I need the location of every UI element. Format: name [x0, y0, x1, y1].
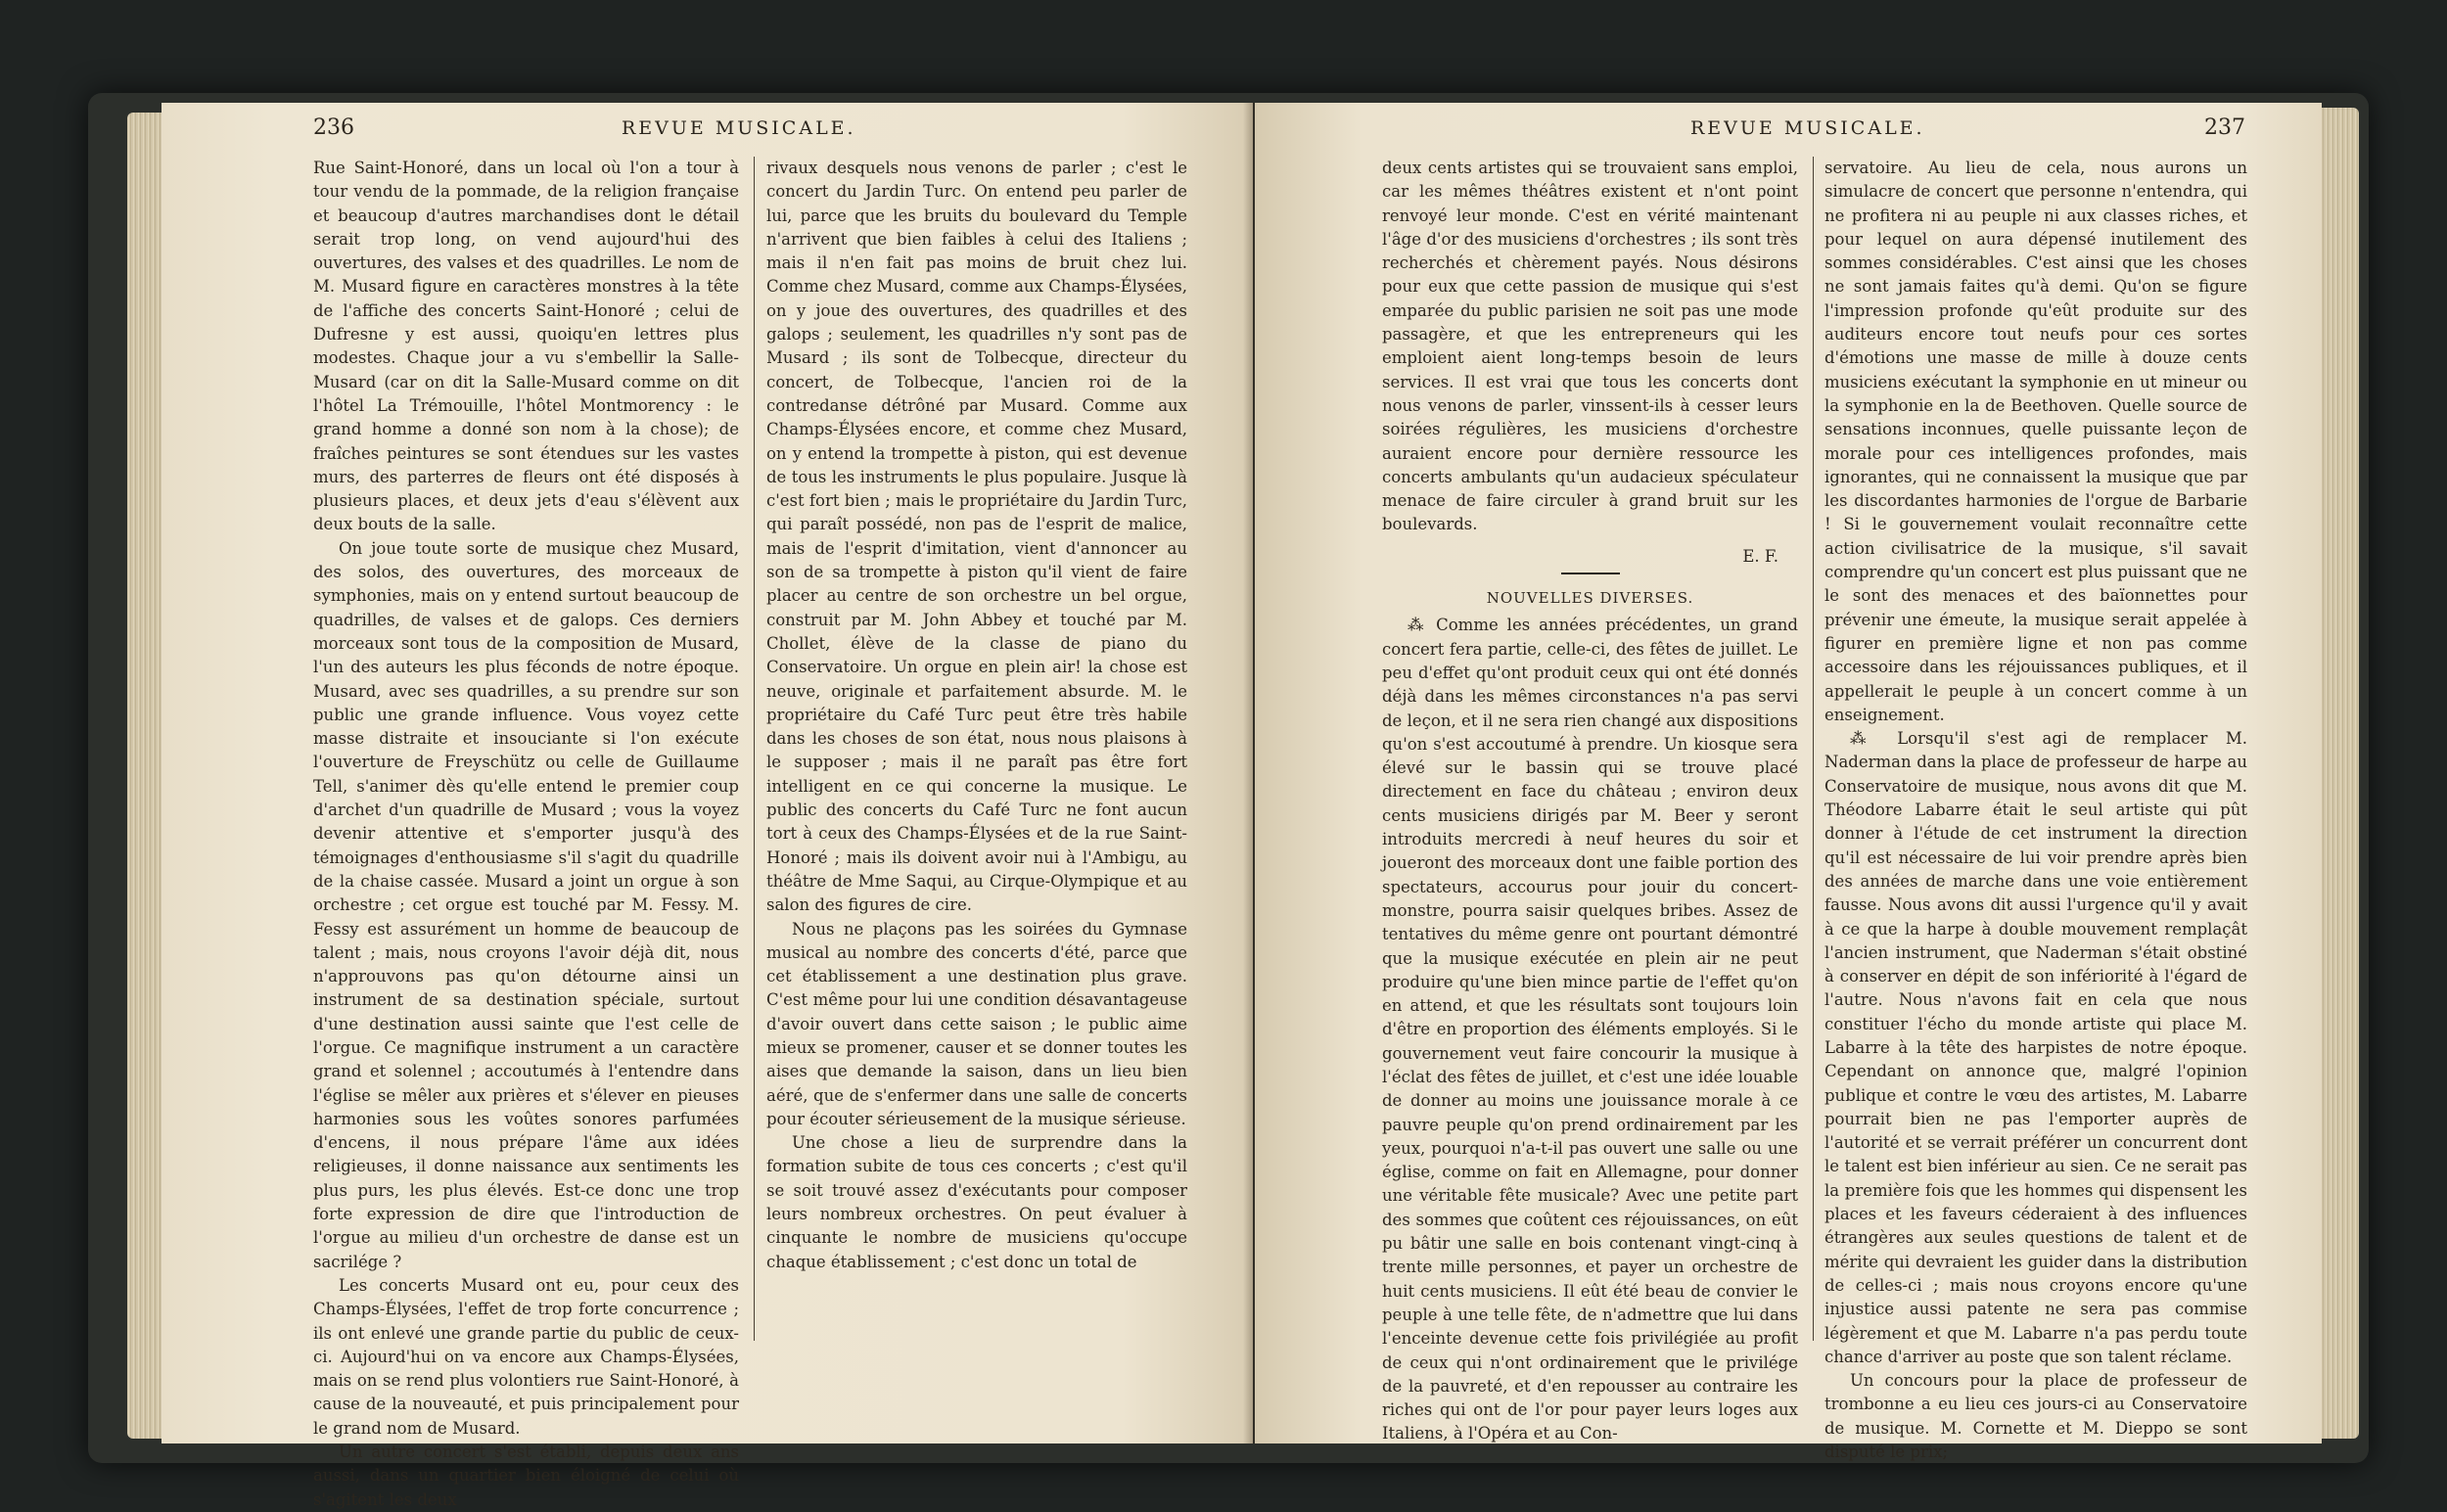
page-edges-left [127, 113, 166, 1439]
right-column-1 [1382, 157, 1798, 1446]
paragraph: servatoire. Au lieu de cela, nous aurons un simulacre de concert que personne n'entendra, qui ne profitera ni au peuple ni aux classes riches, et pour lequel on aura dépensé inutilement des sommes considérables. C'est ainsi que les choses ne sont jamais faites qu'à demi. Qu'on se figure l'impression profonde qu'eût produite sur des auditeurs encore tout neufs pour ces sortes d'émotions une masse de mille à douze cents musiciens exécutant la symphonie en ut mineur ou la symphonie en la de Beethoven. Quelle source de sensations inconnues, quelle puissante leçon de morale pour ces intelligences profondes, mais ignorantes, qui ne connaissent la musique que par les discordantes harmonies de l'orgue de Barbarie ! Si le gouvernement voulait reconnaître cette action civilisatrice de la musique, s'il savait comprendre qu'un concert est plus puissant que ne le sont des menaces et des baïonnettes pour prévenir une émeute, la musique serait appelée à figurer en première ligne et non pas comme accessoire dans les réjouissances publiques, et il appellerait le peuple à un concert comme à un enseignement. [1824, 159, 2247, 724]
left-page-number: 236 [313, 115, 354, 140]
left-column-1 [313, 157, 739, 1512]
section-title: NOUVELLES DIVERSES. [1486, 589, 1694, 608]
paragraph: Nous ne plaçons pas les soirées du Gymnase musical au nombre des concerts d'été, parce que cet établissement a une destination plus grave. C'est même pour lui une condition désavantageuse d'avoir ouvert dans cette saison ; le public aime mieux se promener, causer et se donner toutes les aises que demande la saison, dans un lieu bien aéré, que de s'enfermer dans une salle de concerts pour écouter sérieusement de la musique sérieuse. [766, 919, 1187, 1128]
paragraph: Un autre concert s'est établi, depuis deux ans aussi, dans un quartier bien éloigné de celui où s'agitent les deux [313, 1443, 739, 1509]
paragraph: Une chose a lieu de surprendre dans la formation subite de tous ces concerts ; c'est qu'il se soit trouvé assez d'exécutants pour composer leurs nombreux orchestres. On peut évaluer à cinquante le nombre de musiciens qu'occupe chaque établissement ; c'est donc un total de [766, 1133, 1187, 1271]
page-edges-right [2320, 108, 2359, 1439]
left-column-2 [766, 157, 1187, 1274]
right-running-head: REVUE MUSICALE. [1690, 117, 1925, 139]
paragraph: ⁂ Comme les années précédentes, un grand concert fera partie, celle-ci, des fêtes de juillet. Le peu d'effet qu'ont produit ceux qui ont été donnés déjà dans les mêmes circonstances n'a pas servi de leçon, et il ne sera rien changé aux dispositions qu'on s'est accoutumé à prendre. Un kiosque sera élevé sur le bassin qui se trouve placé directement en face du château ; environ deux cents musiciens dirigés par M. Beer y seront introduits mercredi à neuf heures du soir et joueront des morceaux dont une faible portion des spectateurs, accourus pour jouir du concert-monstre, pourra saisir quelques bribes. Assez de tentatives du même genre ont pourtant démontré que la musique exécutée en plein air ne peut produire qu'une bien mince partie de l'effet qu'on en attend, et que les résultats sont toujours loin d'être en proportion des éléments employés. Si le gouvernement veut faire concourir la musique à l'éclat des fêtes de juillet, et c'est une idée louable de donner au moins une jouissance morale à ce pauvre peuple qu'on prend ordinairement par les yeux, pourquoi n'a-t-il pas ouvert une salle ou une église, comme on fait en Allemagne, pour donner une véritable fête musicale? Avec une petite part des sommes que coûtent ces réjouissances, on eût pu bâtir une salle en bois contenant vingt-cinq à trente mille personnes, et payer un orchestre de huit cents musiciens. Il eût été beau de convier le peuple à une telle fête, de n'admettre que lui dans l'enceinte devenue cette fois privilégiée au profit de ceux qui n'ont ordinairement que le privilége de la pauvreté, et d'en repousser au contraire les riches qui ont de l'or pour payer leurs loges aux Italiens, à l'Opéra et au Con- [1382, 616, 1798, 1443]
paragraph: Les concerts Musard ont eu, pour ceux des Champs-Élysées, l'effet de trop forte concurrence ; ils ont enlevé une grande partie du public de ceux-ci. Aujourd'hui on va encore aux Champs-Élysées, mais on se rend plus volontiers rue Saint-Honoré, à cause de la nouveauté, et puis principalement pour le grand nom de Musard. [313, 1275, 739, 1438]
paragraph: rivaux desquels nous venons de parler ; c'est le concert du Jardin Turc. On entend peu parler de lui, parce que les bruits du boulevard du Temple n'arrivent que bien faibles à celui des Italiens ; mais il n'en fait pas moins de bruit chez lui. Comme chez Musard, comme aux Champs-Élysées, on y joue des ouvertures, des quadrilles et des galops ; seulement, les quadrilles n'y sont pas de Musard ; ils sont de Tolbecque, directeur du concert, de Tolbecque, l'ancien roi de la contredanse détrôné par Musard. Comme aux Champs-Élysées encore, et comme chez Musard, on y entend la trompette à piston, qui est devenue de tous les instruments le plus populaire. Jusque là c'est fort bien ; mais le propriétaire du Jardin Turc, qui paraît possédé, non pas de l'esprit de malice, mais de l'esprit d'imitation, vient d'annoncer au son de sa trompette à piston qu'il vient de faire placer au centre de son orchestre un bel orgue, construit par M. John Abbey et touché par M. Chollet, élève de la classe de piano du Conservatoire. Un orgue en plein air! la chose est neuve, originale et parfaitement absurde. M. le propriétaire du Café Turc peut être très habile dans les choses de son état, nous nous plaisons à le supposer ; mais il ne paraît pas être fort intelligent en ce qui concerne la musique. Le public des concerts du Café Turc ne font aucun tort à ceux des Champs-Élysées et de la rue Saint-Honoré ; mais ils doivent avoir nui à l'Ambigu, au théâtre de Mme Saqui, au Cirque-Olympique et au salon des figures de cire. [766, 159, 1187, 915]
signature: E. F. [1742, 546, 1778, 566]
left-page [162, 103, 1253, 1509]
right-column-2 [1824, 157, 2247, 1464]
paragraph: ⁂ Lorsqu'il s'est agi de remplacer M. Naderman dans la place de professeur de harpe au Conservatoire de musique, nous avons dit que M. Théodore Labarre était le seul artiste qui pût donner à l'étude de cet instrument la direction qu'il est nécessaire de lui voir prendre après bien des années de marche dans une voie entièrement fausse. Nous avons dit aussi l'urgence qu'il y avait à ce que la harpe à double mouvement remplaçât l'ancien instrument, que Naderman s'était obstiné à conserver en dépit de son infériorité à l'égard de l'autre. Nous n'avons fait en cela que nous constituer l'écho du monde artiste qui place M. Labarre à la tête des harpistes de notre époque. Cependant on annonce que, malgré l'opinion publique et contre le vœu des artistes, M. Labarre pourrait bien ne pas l'emporter auprès de l'autorité et se verrait préférer un concurrent dont le talent est bien inférieur au sien. Ce ne serait pas la première fois que les hommes qui dispensent les places et les faveurs céderaient à des influences étrangères aux seules questions de talent et de mérite qui devraient les guider dans la distribution de celles-ci ; mais nous croyons encore qu'une injustice aussi patente ne sera pas commise légèrement et que M. Labarre n'a pas perdu toute chance d'arriver au poste que son talent réclame. [1824, 729, 2247, 1366]
paragraph: deux cents artistes qui se trouvaient sans emploi, car les mêmes théâtres existent et n'ont point renvoyé leur monde. C'est en vérité maintenant l'âge d'or des musiciens d'orchestres ; ils sont très recherchés et chèrement payés. Nous désirons pour eux que cette passion de musique qui s'est emparée du public parisien ne soit pas une mode passagère, et que les entrepreneurs qui les emploient aient long-temps besoin de leurs services. Il est vrai que tous les concerts dont nous venons de parler, vinssent-ils à cesser leurs soirées régulières, les musiciens d'orchestre auraient encore pour dernière ressource les concerts ambulants qu'un audacieux spéculateur menace de faire circuler à grand bruit sur les boulevards. [1382, 159, 1798, 534]
section-divider [1561, 573, 1620, 574]
paragraph: On joue toute sorte de musique chez Musard, des solos, des ouvertures, des morceaux de symphonies, mais on y entend surtout beaucoup de quadrilles, de valses et de galops. Ces derniers morceaux sont tous de la composition de Musard, l'un des auteurs les plus féconds de notre époque. Musard, avec ses quadrilles, a su prendre sur son public une grande influence. Vous voyez cette masse distraite et insouciante si l'on exécute l'ouverture de Freyschütz ou celle de Guillaume Tell, s'animer dès qu'elle entend le premier coup d'archet d'un quadrille de Musard ; vous la voyez devenir attentive et s'emporter jusqu'à des témoignages d'enthousiasme s'il s'agit du quadrille de la chaise cassée. Musard a joint un orgue à son orchestre ; cet orgue est touché par M. Fessy. M. Fessy est assurément un homme de beaucoup de talent ; mais, nous croyons l'avoir déjà dit, nous n'approuvons pas qu'on détourne ainsi un instrument de sa destination spéciale, surtout d'une destination aussi sainte que l'est celle de l'orgue. Ce magnifique instrument a un caractère grand et solennel ; accoutumés à l'entendre dans l'église se mêler aux prières et s'élever en pieuses harmonies sous les voûtes sonores parfumées d'encens, il nous prépare l'âme aux idées religieuses, il donne naissance aux sentiments les plus purs, les plus élevés. Est-ce donc une trop forte expression de dire que l'introduction de l'orgue au milieu d'un orchestre de danse est un sacrilége ? [313, 538, 739, 1271]
paragraph: Rue Saint-Honoré, dans un local où l'on a tour à tour vendu de la pommade, de la religion française et beaucoup d'autres marchandises dont le détail serait trop long, on vend aujourd'hui des ouvertures, des valses et des quadrilles. Le nom de M. Musard figure en caractères monstres à la tête de l'affiche des concerts Saint-Honoré ; celui de Dufresne y est aussi, quoiqu'en lettres plus modestes. Chaque jour a vu s'embellir la Salle-Musard (car on dit la Salle-Musard comme on dit l'hôtel La Trémouille, l'hôtel Montmorency : le grand homme a donné son nom à la chose); de fraîches peintures se sont étendues sur les vastes murs, des parterres de fleurs ont été disposés à plusieurs places, et deux jets d'eau s'élèvent aux deux bouts de la salle. [313, 159, 739, 534]
column-rule [1813, 157, 1814, 1341]
right-page [1255, 103, 2322, 1462]
paragraph: Un concours pour la place de professeur de trombonne a eu lieu ces jours-ci au Conservatoire de musique. M. Cornette et M. Dieppo se sont disputé le prix; [1824, 1371, 2247, 1462]
right-page-number: 237 [2204, 115, 2245, 140]
left-running-head: REVUE MUSICALE. [622, 117, 856, 139]
column-rule [754, 157, 755, 1341]
